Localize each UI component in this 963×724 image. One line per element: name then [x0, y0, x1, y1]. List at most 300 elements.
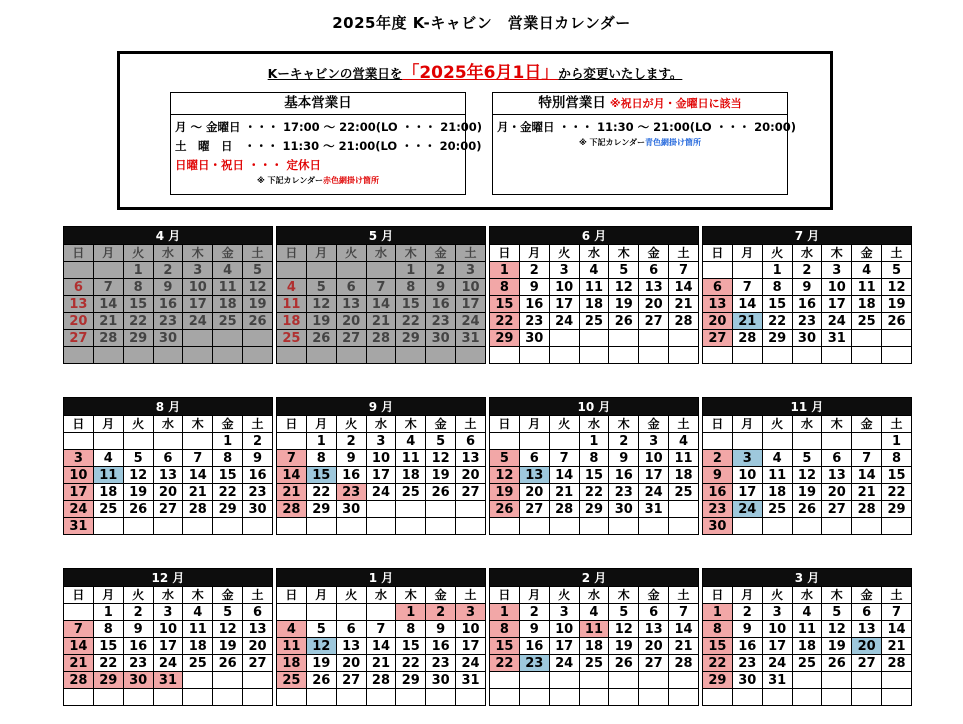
day-cell: 10 [762, 621, 792, 638]
day-cell: 10 [183, 279, 213, 296]
day-cell: 4 [277, 279, 307, 296]
empty-cell [213, 689, 243, 706]
empty-cell [609, 689, 639, 706]
week-row [277, 450, 486, 467]
day-cell: 9 [123, 621, 153, 638]
day-cell: 30 [609, 501, 639, 518]
day-cell: 8 [123, 279, 153, 296]
empty-cell [243, 672, 273, 689]
weekday-header: 土 [456, 245, 486, 262]
week-row [490, 279, 699, 296]
day-cell: 28 [366, 672, 396, 689]
day-cell: 9 [336, 450, 366, 467]
empty-cell [456, 347, 486, 364]
empty-cell [852, 433, 882, 450]
day-cell: 14 [669, 279, 699, 296]
weekday-header: 水 [366, 245, 396, 262]
weekday-header: 水 [153, 587, 183, 604]
week-row [277, 621, 486, 638]
day-cell: 18 [669, 467, 699, 484]
day-cell: 19 [426, 467, 456, 484]
day-cell: 29 [882, 501, 912, 518]
weekday-header: 水 [153, 416, 183, 433]
empty-cell [277, 604, 307, 621]
week-row [703, 655, 912, 672]
day-cell: 18 [213, 296, 243, 313]
month-calendar [276, 226, 486, 364]
day-cell: 5 [792, 450, 822, 467]
month-table [63, 568, 273, 706]
weekday-header: 金 [213, 587, 243, 604]
day-cell: 25 [396, 484, 426, 501]
empty-cell [366, 501, 396, 518]
week-row [490, 689, 699, 706]
day-cell: 13 [456, 450, 486, 467]
month-table [489, 568, 699, 706]
week-row [490, 262, 699, 279]
day-cell: 31 [153, 672, 183, 689]
empty-cell [609, 518, 639, 535]
special-hours-header-note: ※祝日が月・金曜日に該当 [609, 97, 742, 110]
day-cell: 27 [703, 330, 733, 347]
week-row [277, 518, 486, 535]
day-cell: 12 [243, 279, 273, 296]
empty-cell [456, 518, 486, 535]
month-header: 10 月 [490, 398, 699, 416]
day-cell: 27 [822, 501, 852, 518]
empty-cell [639, 330, 669, 347]
week-row [64, 604, 273, 621]
day-cell: 24 [639, 484, 669, 501]
weekday-header: 水 [366, 587, 396, 604]
day-cell: 9 [519, 279, 549, 296]
empty-cell [277, 689, 307, 706]
week-row [490, 484, 699, 501]
empty-cell [490, 518, 520, 535]
day-cell: 22 [490, 655, 520, 672]
empty-cell [519, 689, 549, 706]
empty-cell [792, 672, 822, 689]
day-cell: 7 [882, 604, 912, 621]
day-cell: 16 [243, 467, 273, 484]
day-cell: 8 [213, 450, 243, 467]
month-table [63, 226, 273, 364]
day-cell: 21 [366, 313, 396, 330]
month-header: 7 月 [703, 227, 912, 245]
day-cell: 15 [490, 296, 520, 313]
day-cell: 1 [762, 262, 792, 279]
week-row [703, 330, 912, 347]
day-cell: 23 [123, 655, 153, 672]
day-cell: 22 [762, 313, 792, 330]
empty-cell [703, 347, 733, 364]
day-cell: 23 [426, 655, 456, 672]
day-cell: 17 [549, 638, 579, 655]
day-cell: 10 [64, 467, 94, 484]
empty-cell [456, 501, 486, 518]
week-row [277, 501, 486, 518]
empty-cell [579, 518, 609, 535]
day-cell: 18 [579, 296, 609, 313]
day-cell: 23 [519, 313, 549, 330]
empty-cell [882, 347, 912, 364]
day-cell: 6 [822, 450, 852, 467]
weekday-header: 月 [306, 416, 336, 433]
empty-cell [732, 518, 762, 535]
week-row [64, 330, 273, 347]
weekday-header: 木 [822, 416, 852, 433]
day-cell: 18 [792, 638, 822, 655]
weekday-header: 日 [277, 245, 307, 262]
day-cell: 28 [366, 330, 396, 347]
weekday-header: 水 [792, 245, 822, 262]
month-header: 3 月 [703, 569, 912, 587]
week-row [64, 347, 273, 364]
day-cell: 21 [64, 655, 94, 672]
day-cell: 18 [579, 638, 609, 655]
weekday-header: 土 [882, 416, 912, 433]
notice-box [117, 51, 833, 210]
day-cell: 6 [639, 604, 669, 621]
day-cell: 8 [762, 279, 792, 296]
weekday-header: 土 [243, 245, 273, 262]
empty-cell [306, 689, 336, 706]
weekday-header: 日 [703, 416, 733, 433]
weekday-header: 火 [762, 416, 792, 433]
day-cell: 19 [213, 638, 243, 655]
day-cell: 9 [519, 621, 549, 638]
week-row [64, 655, 273, 672]
day-cell: 27 [639, 655, 669, 672]
empty-cell [306, 518, 336, 535]
day-cell: 11 [277, 296, 307, 313]
day-cell: 24 [456, 655, 486, 672]
empty-cell [882, 518, 912, 535]
week-row [490, 347, 699, 364]
day-cell: 12 [792, 467, 822, 484]
day-cell: 29 [93, 672, 123, 689]
week-row [703, 501, 912, 518]
day-cell: 17 [732, 484, 762, 501]
week-row [490, 433, 699, 450]
day-cell: 1 [490, 604, 520, 621]
day-cell: 19 [609, 638, 639, 655]
week-row [64, 621, 273, 638]
day-cell: 18 [852, 296, 882, 313]
month-header: 4 月 [64, 227, 273, 245]
day-cell: 23 [426, 313, 456, 330]
day-cell: 12 [123, 467, 153, 484]
weekday-header: 木 [396, 245, 426, 262]
empty-cell [277, 262, 307, 279]
empty-cell [183, 518, 213, 535]
day-cell: 7 [64, 621, 94, 638]
weekday-header: 金 [426, 416, 456, 433]
page-title: 2025年度 K-キャビン 営業日カレンダー [332, 14, 631, 32]
empty-cell [123, 518, 153, 535]
day-cell: 28 [549, 501, 579, 518]
day-cell: 20 [639, 296, 669, 313]
day-cell: 3 [639, 433, 669, 450]
week-row [703, 689, 912, 706]
day-cell: 16 [732, 638, 762, 655]
empty-cell [396, 501, 426, 518]
day-cell: 24 [762, 655, 792, 672]
day-cell: 22 [213, 484, 243, 501]
day-cell: 29 [490, 330, 520, 347]
week-row [64, 467, 273, 484]
day-cell: 17 [822, 296, 852, 313]
day-cell: 5 [426, 433, 456, 450]
day-cell: 23 [703, 501, 733, 518]
day-cell: 30 [703, 518, 733, 535]
day-cell: 10 [456, 279, 486, 296]
day-cell: 9 [792, 279, 822, 296]
day-cell: 7 [366, 279, 396, 296]
week-row [490, 604, 699, 621]
empty-cell [579, 672, 609, 689]
day-cell: 22 [882, 484, 912, 501]
empty-cell [882, 330, 912, 347]
day-cell: 16 [703, 484, 733, 501]
day-cell: 16 [519, 638, 549, 655]
empty-cell [792, 518, 822, 535]
weekday-header: 日 [277, 587, 307, 604]
day-cell: 16 [153, 296, 183, 313]
day-cell: 18 [762, 484, 792, 501]
week-row [703, 347, 912, 364]
weekday-header: 土 [669, 416, 699, 433]
day-cell: 15 [703, 638, 733, 655]
day-cell: 24 [183, 313, 213, 330]
empty-cell [579, 330, 609, 347]
special-hours-header-row [493, 93, 787, 115]
day-cell: 14 [882, 621, 912, 638]
empty-cell [123, 689, 153, 706]
day-cell: 15 [213, 467, 243, 484]
weekday-header: 木 [396, 587, 426, 604]
day-cell: 27 [64, 330, 94, 347]
day-cell: 1 [123, 262, 153, 279]
empty-cell [336, 518, 366, 535]
day-cell: 21 [732, 313, 762, 330]
empty-cell [852, 330, 882, 347]
day-cell: 8 [396, 279, 426, 296]
empty-cell [243, 347, 273, 364]
day-cell: 15 [490, 638, 520, 655]
empty-cell [396, 689, 426, 706]
day-cell: 12 [822, 621, 852, 638]
empty-cell [123, 347, 153, 364]
special-hours-header: 特別営業日 [538, 95, 606, 111]
weekday-header: 日 [490, 587, 520, 604]
day-cell: 6 [153, 450, 183, 467]
day-cell: 23 [336, 484, 366, 501]
week-row [703, 604, 912, 621]
month-header: 8 月 [64, 398, 273, 416]
basic-note-highlight: 赤色網掛け箇所 [323, 176, 380, 185]
day-cell: 1 [306, 433, 336, 450]
day-cell: 23 [153, 313, 183, 330]
empty-cell [639, 689, 669, 706]
month-table [702, 568, 912, 706]
day-cell: 8 [882, 450, 912, 467]
day-cell: 26 [213, 655, 243, 672]
empty-cell [426, 689, 456, 706]
day-cell: 21 [549, 484, 579, 501]
day-cell: 27 [639, 313, 669, 330]
day-cell: 24 [153, 655, 183, 672]
weekday-header: 土 [882, 587, 912, 604]
month-calendar [276, 568, 486, 706]
week-row [277, 672, 486, 689]
empty-cell [426, 347, 456, 364]
weekday-header: 木 [183, 416, 213, 433]
week-row [490, 313, 699, 330]
day-cell: 31 [762, 672, 792, 689]
weekday-header: 月 [732, 587, 762, 604]
day-cell: 7 [732, 279, 762, 296]
week-row [703, 518, 912, 535]
weekday-header: 水 [792, 587, 822, 604]
weekday-header: 水 [792, 416, 822, 433]
weekday-header: 木 [396, 416, 426, 433]
day-cell: 15 [579, 467, 609, 484]
day-cell: 7 [277, 450, 307, 467]
empty-cell [336, 347, 366, 364]
empty-cell [277, 518, 307, 535]
day-cell: 6 [336, 621, 366, 638]
day-cell: 24 [732, 501, 762, 518]
week-row [490, 501, 699, 518]
day-cell: 9 [732, 621, 762, 638]
day-cell: 25 [669, 484, 699, 501]
week-row [277, 604, 486, 621]
day-cell: 22 [396, 313, 426, 330]
weekday-header: 日 [64, 245, 94, 262]
empty-cell [549, 518, 579, 535]
day-cell: 24 [366, 484, 396, 501]
basic-hours-header: 基本営業日 [171, 93, 465, 115]
basic-hours-closed: 日曜日・祝日 ・・・ 定休日 [175, 158, 322, 172]
day-cell: 7 [93, 279, 123, 296]
empty-cell [822, 672, 852, 689]
empty-cell [306, 604, 336, 621]
empty-cell [426, 518, 456, 535]
day-cell: 26 [609, 313, 639, 330]
empty-cell [243, 518, 273, 535]
day-cell: 4 [762, 450, 792, 467]
day-cell: 11 [579, 279, 609, 296]
week-row [277, 638, 486, 655]
weekday-header: 月 [519, 587, 549, 604]
day-cell: 19 [822, 638, 852, 655]
day-cell: 14 [852, 467, 882, 484]
day-cell: 30 [426, 672, 456, 689]
day-cell: 4 [579, 262, 609, 279]
empty-cell [213, 347, 243, 364]
month-header: 2 月 [490, 569, 699, 587]
day-cell: 15 [882, 467, 912, 484]
empty-cell [792, 433, 822, 450]
empty-cell [93, 689, 123, 706]
day-cell: 4 [792, 604, 822, 621]
day-cell: 4 [183, 604, 213, 621]
day-cell: 5 [609, 262, 639, 279]
month-calendar [489, 226, 699, 364]
day-cell: 5 [306, 621, 336, 638]
day-cell: 12 [490, 467, 520, 484]
week-row [64, 672, 273, 689]
empty-cell [669, 330, 699, 347]
day-cell: 10 [366, 450, 396, 467]
empty-cell [609, 330, 639, 347]
day-cell: 28 [852, 501, 882, 518]
day-cell: 7 [852, 450, 882, 467]
day-cell: 12 [306, 296, 336, 313]
day-cell: 25 [762, 501, 792, 518]
week-row [277, 655, 486, 672]
day-cell: 29 [396, 330, 426, 347]
weekday-header: 月 [519, 245, 549, 262]
day-cell: 17 [366, 467, 396, 484]
day-cell: 30 [732, 672, 762, 689]
day-cell: 27 [243, 655, 273, 672]
month-calendar [489, 397, 699, 535]
notice-suffix: から変更いたします。 [558, 66, 683, 81]
empty-cell [732, 433, 762, 450]
weekday-header: 月 [93, 416, 123, 433]
day-cell: 5 [822, 604, 852, 621]
day-cell: 27 [336, 330, 366, 347]
weekday-header: 日 [490, 245, 520, 262]
empty-cell [183, 672, 213, 689]
day-cell: 29 [306, 501, 336, 518]
weekday-header: 火 [549, 245, 579, 262]
day-cell: 2 [243, 433, 273, 450]
empty-cell [93, 433, 123, 450]
empty-cell [639, 518, 669, 535]
weekday-header: 日 [277, 416, 307, 433]
week-row [64, 689, 273, 706]
day-cell: 31 [822, 330, 852, 347]
weekday-header: 月 [93, 587, 123, 604]
weekday-header: 木 [183, 245, 213, 262]
week-row [64, 296, 273, 313]
day-cell: 26 [426, 484, 456, 501]
day-cell: 14 [277, 467, 307, 484]
weekday-header: 土 [243, 587, 273, 604]
day-cell: 20 [336, 655, 366, 672]
day-cell: 16 [519, 296, 549, 313]
empty-cell [366, 689, 396, 706]
weekday-header: 金 [639, 416, 669, 433]
weekday-header: 木 [609, 245, 639, 262]
day-cell: 29 [213, 501, 243, 518]
empty-cell [213, 518, 243, 535]
weekday-header: 木 [822, 587, 852, 604]
month-table [276, 568, 486, 706]
day-cell: 11 [213, 279, 243, 296]
day-cell: 19 [123, 484, 153, 501]
weekday-header: 金 [639, 245, 669, 262]
empty-cell [490, 672, 520, 689]
weekday-header: 土 [882, 245, 912, 262]
week-row [277, 330, 486, 347]
day-cell: 3 [732, 450, 762, 467]
day-cell: 6 [64, 279, 94, 296]
weekday-header: 土 [669, 587, 699, 604]
